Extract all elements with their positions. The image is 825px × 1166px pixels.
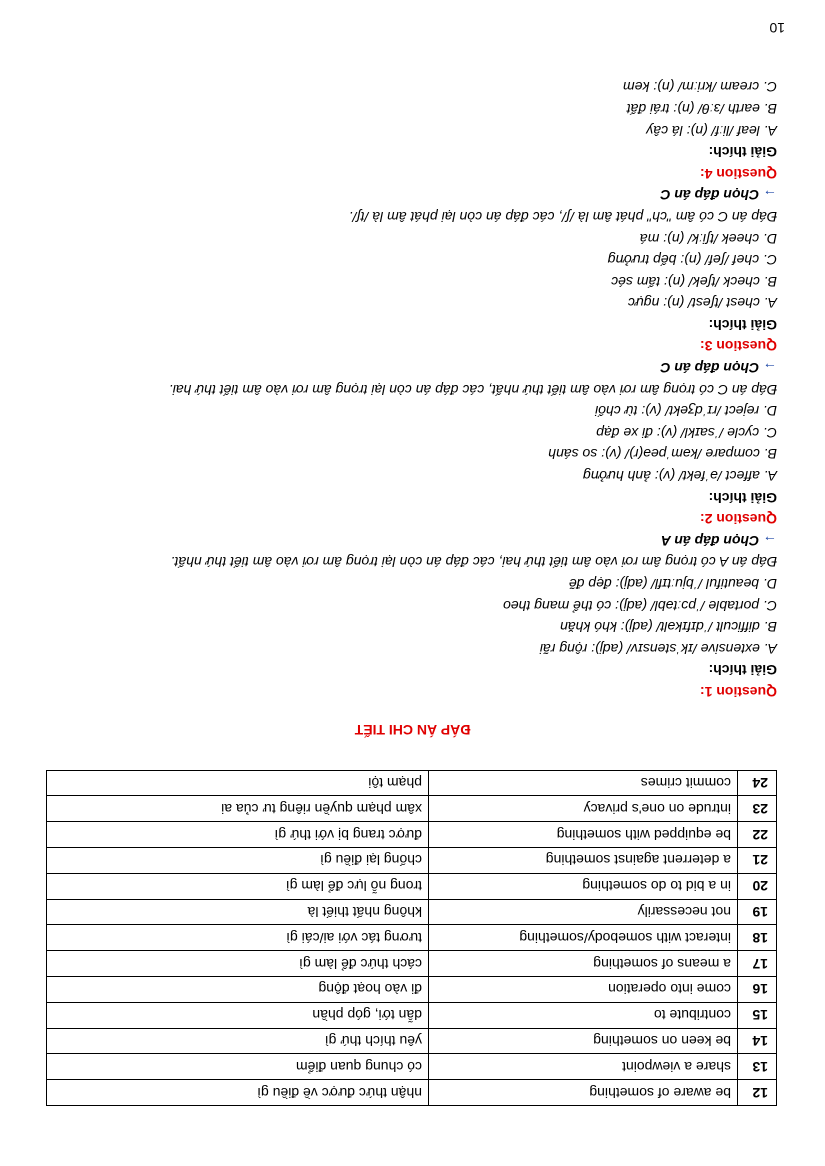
question-4-option-a: A. leaf /liːf/ (n): lá cây [646,122,777,139]
question-1-option-a: A. extensive /ɪkˈstensɪv/ (adj): rộng rãi [539,640,777,657]
question-3-option-d: D. cheek /tʃiːk/ (n): má [639,230,777,247]
english-phrase: come into operation [429,977,738,1003]
row-number: 16 [738,977,777,1003]
table-row [47,977,777,1003]
row-number: 15 [738,1002,777,1028]
vietnamese-meaning: xâm phạm quyền riêng tư của ai [47,796,429,822]
arrow-right-icon: → [763,187,777,204]
question-4-explanation-label: Giải thích: [708,144,777,161]
vietnamese-meaning: có chung quan điểm [47,1054,429,1080]
question-2-option-d: D. reject /rɪˈdʒekt/ (v): từ chối [595,403,777,420]
row-number: 24 [738,770,777,796]
english-phrase: contribute to [429,1002,738,1028]
english-phrase: intrude on one's privacy [429,796,738,822]
vietnamese-meaning: phạm tội [47,770,429,796]
row-number: 20 [738,873,777,899]
question-2-option-a: A. affect /əˈfekt/ (v): ảnh hưởng [583,468,777,485]
arrow-right-icon: → [763,532,777,549]
english-phrase: a deterrent against something [429,848,738,874]
table-row [47,848,777,874]
vietnamese-meaning: được trang bị với thứ gì [47,822,429,848]
question-3-explanation-label: Giải thích: [708,316,777,333]
row-number: 17 [738,951,777,977]
table-row [47,796,777,822]
question-1-answer-text: Chọn đáp án A [660,532,760,549]
english-phrase: a means of something [429,951,738,977]
table-row [47,1080,777,1106]
table-row [47,951,777,977]
english-phrase: commit crimes [429,770,738,796]
row-number: 13 [738,1054,777,1080]
vietnamese-meaning: không nhất thiết là [47,899,429,925]
arrow-right-icon: → [763,360,777,377]
english-phrase: not necessarily [429,899,738,925]
row-number: 14 [738,1028,777,1054]
answer-explanations [17,76,777,702]
question-2-answer [17,357,777,379]
answers-title: ĐÁP ÁN CHI TIẾT [354,722,471,738]
question-4-option-c: C. cream /kriːm/ (n): kem [622,79,777,96]
question-1-heading: Question 1: [699,684,777,700]
question-2-option-b: B. compare /kəmˈpeə(r)/ (v): so sánh [548,446,777,463]
english-phrase: in a bid to do something [429,873,738,899]
english-phrase: interact with somebody/something [429,925,738,951]
table-row [47,822,777,848]
question-2-heading: Question 2: [699,511,777,528]
question-3-answer-text: Chọn đáp án C [660,187,760,204]
question-2-explanation: Đáp án C có trọng âm rơi vào âm tiết thứ nhất, các đáp án còn lại trọng âm rơi vào âm tiết thứ hai. [168,381,777,398]
question-2-option-c: C. cycle /ˈsaɪkl/ (v): đi xe đạp [596,424,777,441]
table-row [47,770,777,796]
question-4-option-b: B. earth /ɜːθ/ (n): trái đất [626,100,777,117]
row-number: 23 [738,796,777,822]
english-phrase: be equipped with something [429,822,738,848]
question-3-heading: Question 3: [699,338,777,355]
question-3-option-c: C. chef /ʃef/ (n): bếp trưởng [607,252,777,269]
question-4-heading: Question 4: [699,165,777,182]
vietnamese-meaning: cách thức để làm gì [47,951,429,977]
question-1-option-b: B. difficult /ˈdɪfɪkəlt/ (adj): khó khăn [560,619,777,636]
table-row [47,1002,777,1028]
question-3-answer [17,184,777,206]
table-row [47,1054,777,1080]
question-1-option-c: C. portable /ˈpɔːtəbl/ (adj): có thể mang theo [503,597,777,614]
vietnamese-meaning: trong nỗ lực để làm gì [47,873,429,899]
row-number: 21 [738,848,777,874]
row-number: 12 [738,1080,777,1106]
question-3-option-b: B. check /tʃek/ (n): tấm séc [611,273,777,290]
vocabulary-table [46,770,777,1106]
vietnamese-meaning: tương tác với ai/cái gì [47,925,429,951]
question-2-answer-text: Chọn đáp án C [660,360,760,377]
vietnamese-meaning: đi vào hoạt động [47,977,429,1003]
table-row [47,873,777,899]
vietnamese-meaning: yêu thích thứ gì [47,1028,429,1054]
vietnamese-meaning: dẫn tới, góp phần [47,1002,429,1028]
vietnamese-meaning: nhận thức được về điều gì [47,1080,429,1106]
table-row [47,925,777,951]
english-phrase: share a viewpoint [429,1054,738,1080]
row-number: 18 [738,925,777,951]
question-1-answer [17,529,777,551]
question-3-option-a: A. chest /tʃest/ (n): ngực [627,295,777,312]
vietnamese-meaning: chống lại điều gì [47,848,429,874]
question-1-option-d: D. beautiful /ˈbjuːtɪfl/ (adj): đẹp đẽ [568,576,777,593]
english-phrase: be keen on something [429,1028,738,1054]
row-number: 19 [738,899,777,925]
table-row [47,1028,777,1054]
row-number: 22 [738,822,777,848]
page-number: 10 [769,20,785,36]
question-1-explanation-label: Giải thích: [708,662,777,679]
question-3-explanation: Đáp án C có âm "ch" phát âm là /ʃ/, các đáp án còn lại phát âm là /tʃ/. [348,208,777,225]
vocabulary-table-body [47,770,777,1105]
table-row [47,899,777,925]
question-2-explanation-label: Giải thích: [708,489,777,506]
question-1-explanation: Đáp án A có trọng âm rơi vào âm tiết thứ hai, các đáp án còn lại trọng âm rơi vào âm tiết thứ nhất. [170,554,777,571]
english-phrase: be aware of something [429,1080,738,1106]
